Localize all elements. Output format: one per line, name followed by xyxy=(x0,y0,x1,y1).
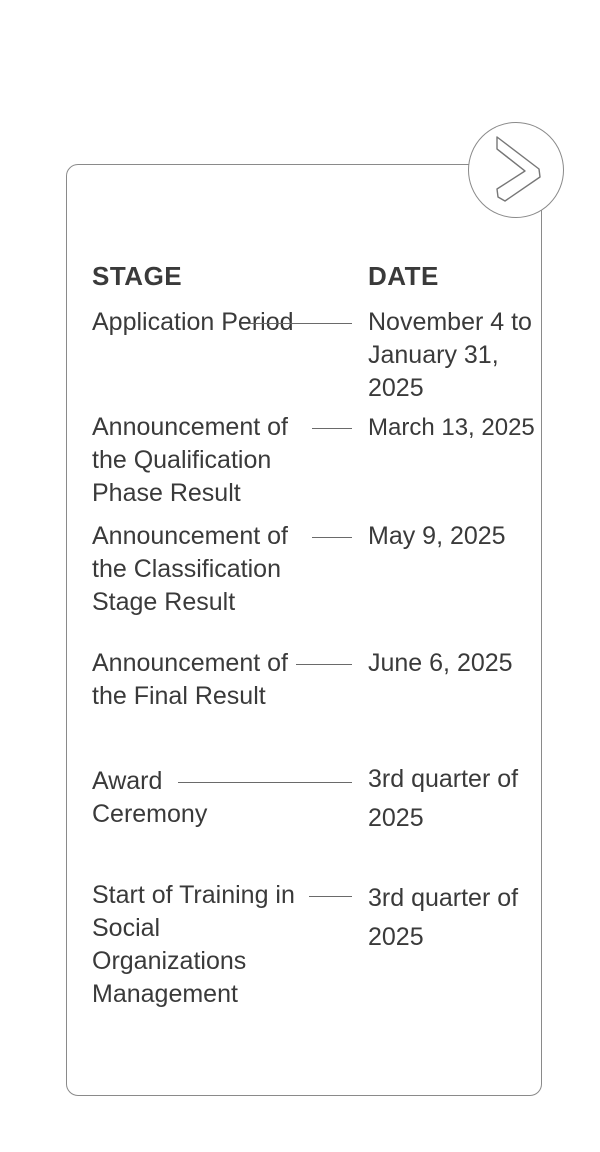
next-button[interactable] xyxy=(468,122,564,218)
date-column-header: DATE xyxy=(368,261,439,291)
stage-date: March 13, 2025 xyxy=(368,414,535,441)
stage-date: November 4 to January 31, 2025 xyxy=(368,308,532,402)
connector-line xyxy=(178,782,352,783)
stage-column-header: STAGE xyxy=(92,261,183,291)
connector-line xyxy=(246,323,352,324)
stage-name: Announcement of the Final Result xyxy=(92,649,288,710)
stage-name: Start of Training in Social Organizations Management xyxy=(92,881,295,1008)
stage-date: 3rd quarter of 2025 xyxy=(368,884,519,951)
chevron-right-icon xyxy=(469,123,565,219)
stage-name: Award Ceremony xyxy=(92,767,208,828)
stage-name: Application Period xyxy=(92,308,294,336)
stage-name: Announcement of the Classification Stage Result xyxy=(92,522,288,616)
stage-date: June 6, 2025 xyxy=(368,649,513,677)
stage-date: 3rd quarter of 2025 xyxy=(368,765,519,832)
stage-name: Announcement of the Qualification Phase Result xyxy=(92,413,288,507)
connector-line xyxy=(312,428,352,429)
connector-line xyxy=(312,537,352,538)
connector-line xyxy=(296,664,352,665)
connector-line xyxy=(309,896,352,897)
stage-date: May 9, 2025 xyxy=(368,522,506,550)
